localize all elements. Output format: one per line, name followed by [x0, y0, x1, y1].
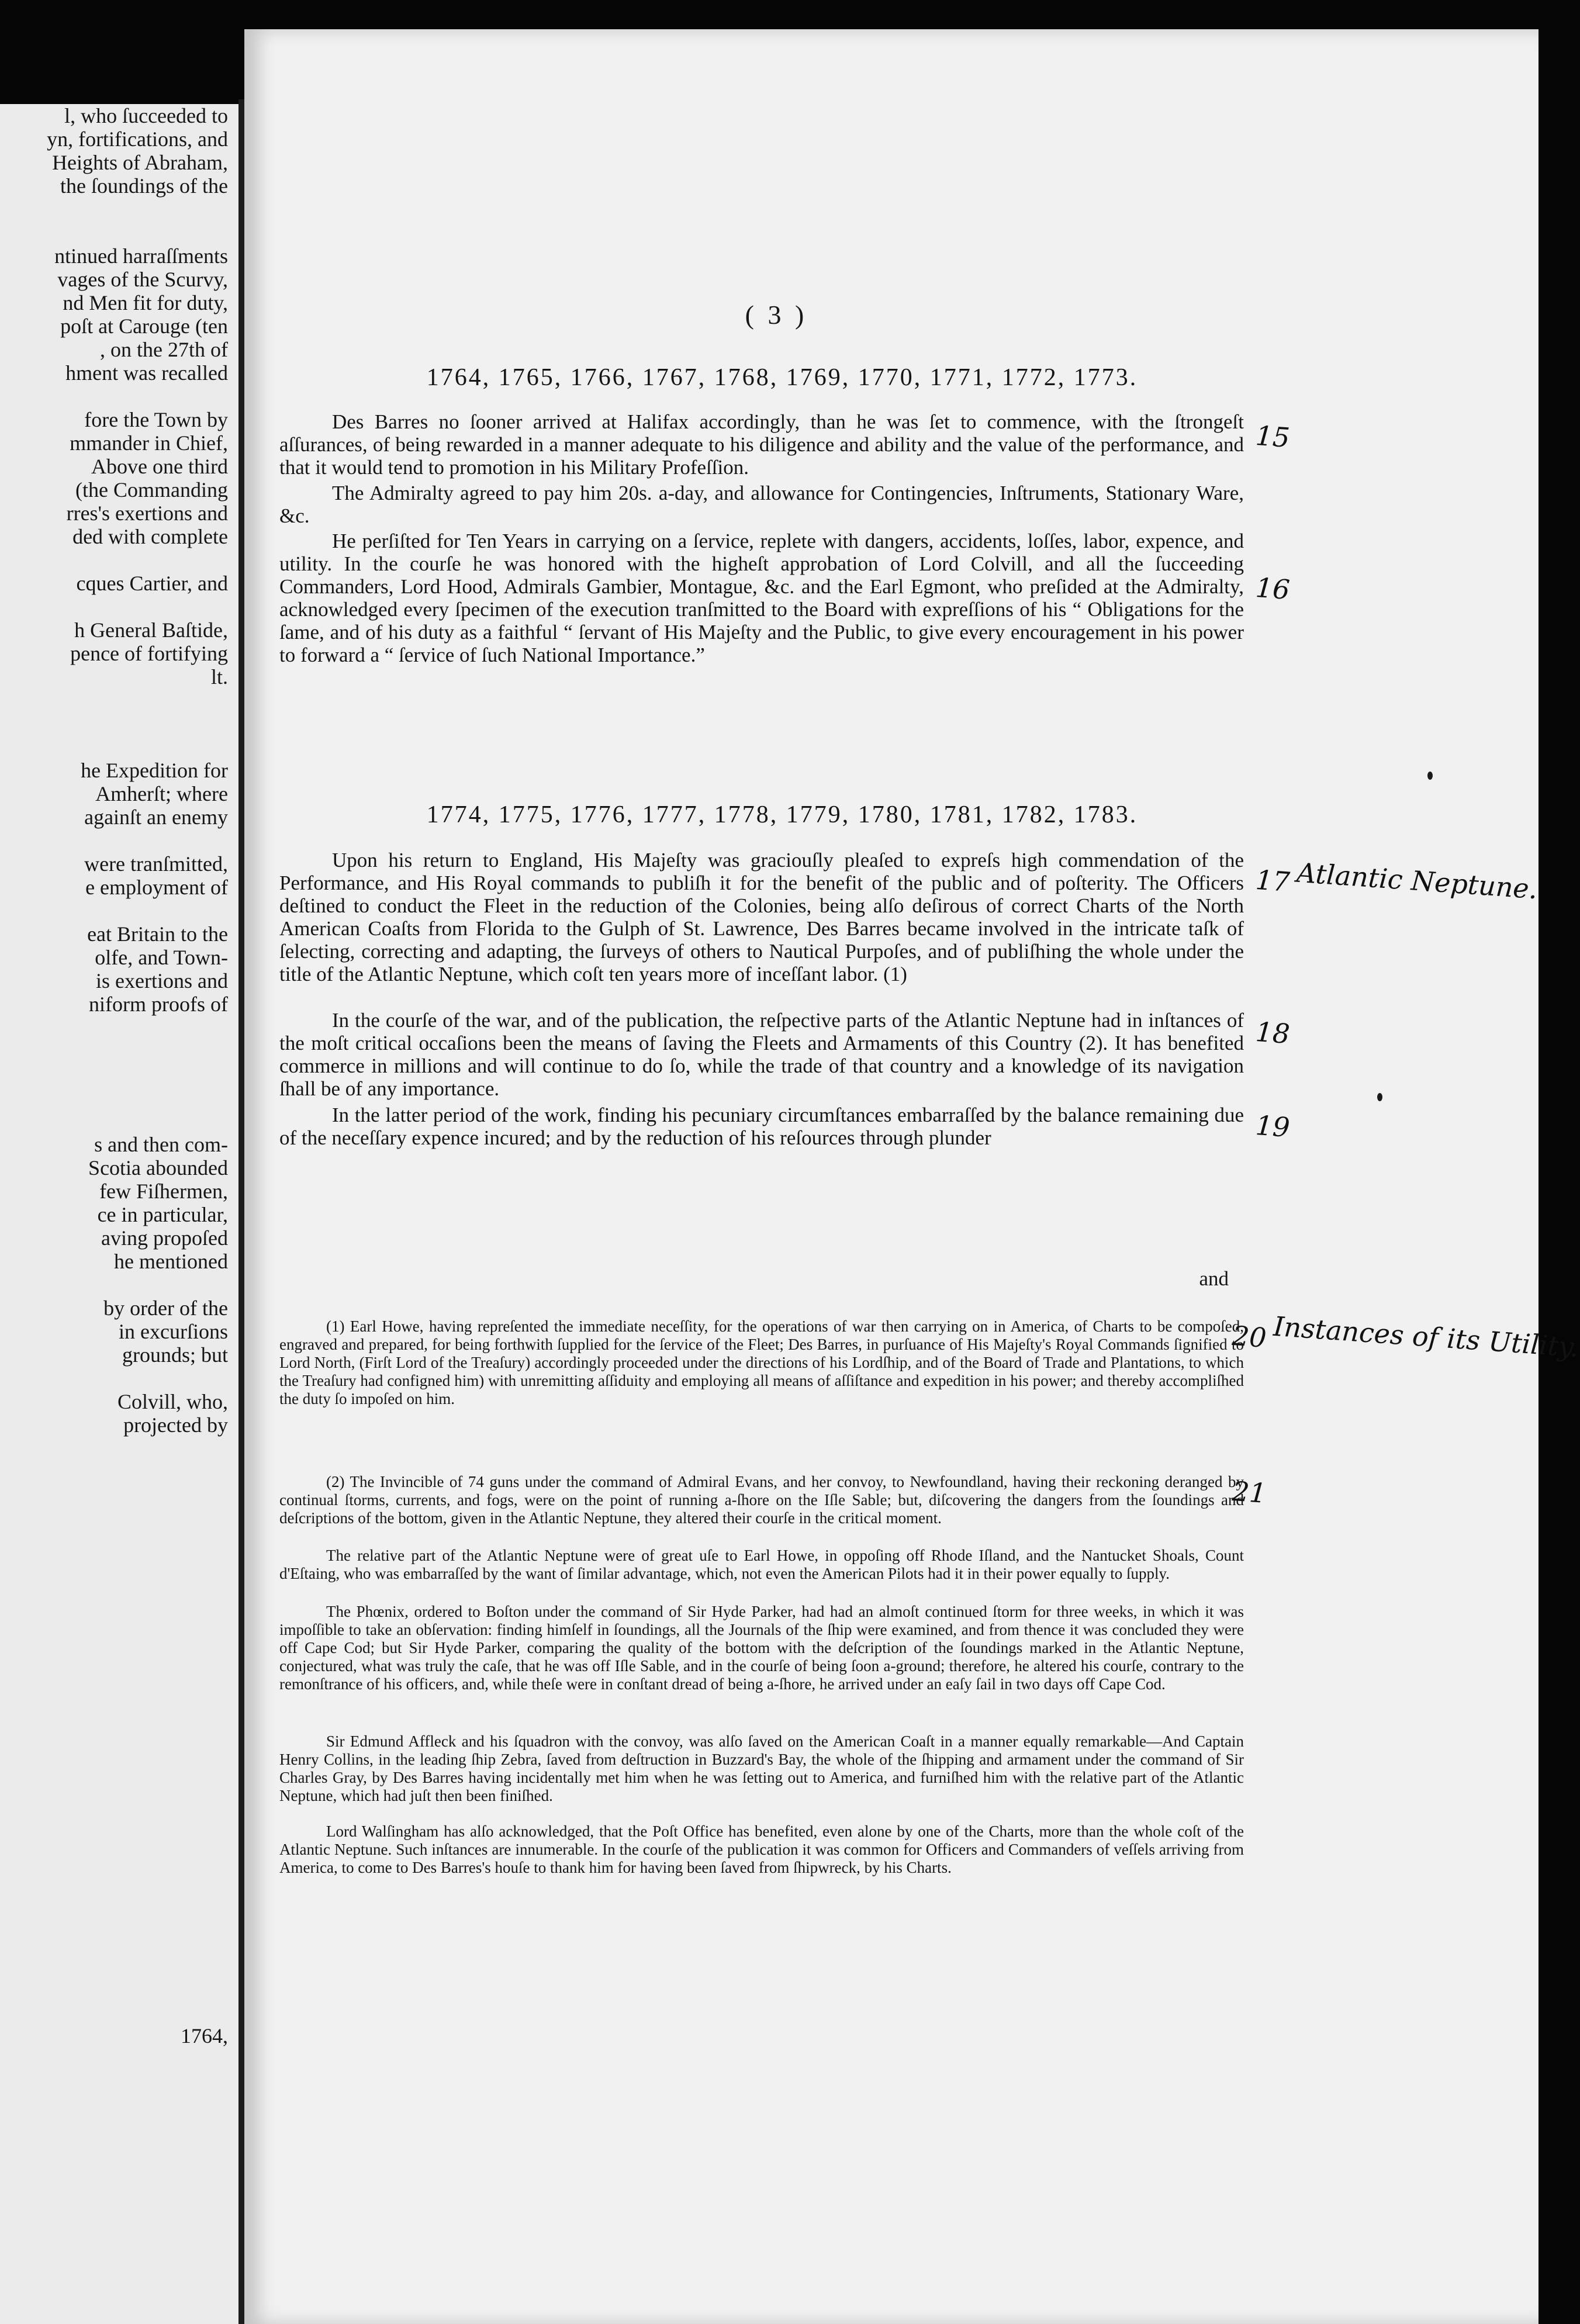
previous-page-catchword: 1764, [181, 2024, 228, 2048]
margin-note-instances-of-utility: Instances of its Utility. [1272, 1310, 1580, 1364]
previous-page-line: Heights of Abraham, [52, 151, 228, 174]
previous-page-line: is exertions and [96, 969, 228, 992]
previous-page-line: h General Baſtide, [74, 618, 228, 642]
previous-page-line [0, 712, 228, 735]
paragraph-ten-years: He perſiſted for Ten Years in carrying on a ſervice, replete with dangers, accidents, loſſes, labor, expence, and utility. In the courſe he was honored with the higheſt approbation of Lord Colvill, and all the ſucceeding Commanders, Lord Hood, Admirals Gambier, Montague, &c. and the Earl Egmont, who preſided at the Admiralty, acknowledged every ſpecimen of the execution tranſmitted to the Board with expreſſions of his “ Obligations for the ſame, and of his duty as a faithful “ ſervant of His Majeſty and the Public, to give every encouragement in his power to forward a “ ſervice of ſuch National Importance.” [279, 530, 1244, 666]
previous-page-line: Colvill, who, [117, 1390, 228, 1413]
previous-page-line: fore the Town by [84, 408, 228, 431]
margin-note-16: 16 [1254, 572, 1291, 606]
footnote-1: (1) Earl Howe, having repreſented the immediate neceſſity, for the operations of war then carrying on in America, of Charts to be compoſed, engraved and prepared, for being forthwith ſupplied for the ſervice of the Fleet; Des Barres, in purſuance of His Majeſty's Royal Commands ſignified to Lord North, (Firſt Lord of the Treaſury) accordingly proceeded under the directions of his Lordſhip, and of the Board of Trade and Plantations, to which the Treaſury had configned him) with unremitting aſſiduity and employing all means of aſſiſtance and expedition in his power; and thereby accompliſhed the duty ſo impoſed on him. [279, 1317, 1244, 1407]
previous-page-line [0, 1273, 228, 1296]
catchword: and [1199, 1267, 1229, 1290]
previous-page-line: cques Cartier, and [76, 572, 228, 595]
previous-page-line [0, 1016, 228, 1039]
ink-mark [1427, 772, 1433, 780]
previous-page-line: eat Britain to the [87, 922, 228, 946]
year-heading-1: 1764, 1765, 1766, 1767, 1768, 1769, 1770, 1771, 1772, 1773. [426, 364, 1138, 391]
previous-page-line: nd Men fit for duty, [63, 291, 228, 314]
previous-page-line: rres's exertions and [66, 502, 228, 525]
previous-page-line: niform proofs of [89, 992, 228, 1016]
previous-page-line [0, 735, 228, 759]
margin-note-19: 19 [1254, 1109, 1291, 1143]
previous-page-line: he mentioned [114, 1250, 228, 1273]
footnote-2-invincible: (2) The Invincible of 74 guns under the command of Admiral Evans, and her convoy, to Newfoundland, having their reckoning deranged by continual ſtorms, currents, and fogs, were on the point of running a-ſhore on the Iſle Sable; but, diſcovering the dangers from the ſoundings and deſcriptions of the bottom, given in the Atlantic Neptune, they altered their courſe in the critical moment. [279, 1473, 1244, 1527]
previous-page-line: the ſoundings of the [60, 174, 228, 198]
margin-note-17: 17 [1254, 864, 1291, 898]
previous-page-line [0, 1063, 228, 1086]
previous-page-line: projected by [123, 1413, 228, 1437]
margin-note-atlantic-neptune: Atlantic Neptune. [1295, 856, 1539, 905]
previous-page-line: againſt an enemy [84, 805, 228, 829]
paragraph-course-of-war: In the courſe of the war, and of the publication, the reſpective parts of the Atlantic Neptune had in inſtances of the moſt critical occaſions been the means of ſaving the Fleets and Armaments of this Country (2). It has benefited commerce in millions and will continue to do ſo, while the trade of that country and a knowledge of its navigation ſhall be of any importance. [279, 1009, 1244, 1100]
footnote-2-affleck: Sir Edmund Affleck and his ſquadron with the convoy, was alſo ſaved on the American Coaſt in a manner equally remarkable—And Captain Henry Collins, in the leading ſhip Zebra, ſaved from deſtruction in Buzzard's Bay, the whole of the ſhipping and armament under the command of Sir Charles Gray, by Des Barres having incidentally met him when he was ſetting out to America, and furniſhed him with the relative part of the Atlantic Neptune, which had juſt then been finiſhed. [279, 1732, 1244, 1804]
previous-page-line: aving propoſed [101, 1226, 228, 1250]
previous-page-line: (the Commanding [75, 478, 228, 502]
previous-page-line: l, who ſucceeded to [64, 104, 228, 127]
previous-page-line: Amherſt; where [95, 782, 228, 805]
current-page [244, 29, 1580, 2324]
previous-page-line: s and then com- [94, 1133, 228, 1156]
margin-note-18: 18 [1254, 1016, 1291, 1050]
paragraph-return-england: Upon his return to England, His Majeſty was graciouſly pleaſed to expreſs high commendation of the Performance, and His Royal commands to publiſh it for the benefit of the public and of poſterity. The Officers deſtined to conduct the Fleet in the reduction of the Colonies, being alſo deſirous of correct Charts of the North American Coaſts from Florida to the Gulph of St. Lawrence, Des Barres became involved in the intricate taſk of ſelecting, correcting and adapting, the ſurveys of others to Nautical Purpoſes, and of publiſhing the whole under the title of the Atlantic Neptune, which coſt ten years more of inceſſant labor. (1) [279, 849, 1244, 985]
footnote-2-earl-howe: The relative part of the Atlantic Neptune were of great uſe to Earl Howe, in oppoſing off Rhode Iſland, and the Nantucket Shoals, Count d'Eſtaing, who was embarraſſed by the want of ſimilar advantage, which, not even the American Pilots had it in their power equally to ſupply. [279, 1547, 1244, 1582]
previous-page-line: , on the 27th of [100, 338, 228, 361]
previous-page-line [0, 689, 228, 712]
previous-page-line [0, 1367, 228, 1390]
paragraph-latter-period: In the latter period of the work, finding his pecuniary circumſtances embarraſſed by the balance remaining due of the neceſſary expence incured; and by the reduction of his reſources through plunder [279, 1104, 1244, 1149]
previous-page-line [0, 221, 228, 244]
previous-page-line: ntinued harraſſments [54, 244, 228, 268]
margin-note-15: 15 [1254, 420, 1291, 454]
previous-page-line: olfe, and Town- [95, 946, 228, 969]
previous-page-line [0, 899, 228, 922]
year-heading-2: 1774, 1775, 1776, 1777, 1778, 1779, 1780, 1781, 1782, 1783. [426, 801, 1138, 828]
paragraph-arrival-halifax: Des Barres no ſooner arrived at Halifax accordingly, than he was ſet to commence, with the ſtrongeſt aſſurances, of being rewarded in a manner adequate to his diligence and ability and the value of the performance, and that it would tend to promotion in his Military Profeſſion. [279, 410, 1244, 479]
previous-page-line: he Expedition for [81, 759, 228, 782]
previous-page-line: lt. [210, 665, 228, 689]
previous-page-line [0, 198, 228, 221]
previous-page-line: Scotia abounded [88, 1156, 228, 1180]
previous-page-line [0, 548, 228, 572]
paragraph-admiralty-pay: The Admiralty agreed to pay him 20s. a-day, and allowance for Contingencies, Inſtruments, Stationary Ware, &c. [279, 482, 1244, 527]
previous-page-line: hment was recalled [65, 361, 228, 385]
margin-note-21: 21 [1231, 1475, 1268, 1509]
previous-page-line [0, 385, 228, 408]
previous-page-line: in excurſions [119, 1320, 228, 1343]
previous-page-line: pence of fortifying [70, 642, 228, 665]
previous-page-line: by order of the [103, 1296, 228, 1320]
previous-page-line: were tranſmitted, [84, 852, 228, 876]
previous-page-line: few Fiſhermen, [99, 1180, 228, 1203]
previous-page-line [0, 595, 228, 618]
previous-page [0, 104, 243, 2324]
previous-page-line: vages of the Scurvy, [57, 268, 228, 291]
previous-page-line: ce in particular, [97, 1203, 228, 1226]
previous-page-line: poſt at Carouge (ten [60, 314, 228, 338]
previous-page-line: mmander in Chief, [70, 431, 228, 455]
previous-page-line: ded with complete [72, 525, 228, 548]
previous-page-text [0, 104, 228, 1437]
ink-mark [1377, 1093, 1382, 1101]
previous-page-line [0, 1109, 228, 1133]
footnote-2-phoenix: The Phœnix, ordered to Boſton under the command of Sir Hyde Parker, had had an almoſt continued ſtorm for three weeks, in which it was impoſſible to take an obſervation: finding himſelf in ſoundings, all the Journals of the ſhip were examined, and from thence it was concluded they were off Cape Cod; but Sir Hyde Parker, comparing the quality of the bottom with the deſcription of the ſoundings marked in the Atlantic Neptune, conjectured, what was truly the caſe, that he was off Iſle Sable, and in the courſe of being ſoon a-ground; therefore, he altered his courſe, contrary to the remonſtrance of his officers, and, while theſe were in conſtant dread of being a-ſhore, he arrived under an eaſy ſail in two days off Cape Cod. [279, 1603, 1244, 1693]
previous-page-line: Above one third [91, 455, 228, 478]
margin-note-20: 20 [1231, 1320, 1268, 1354]
previous-page-line [0, 829, 228, 852]
previous-page-line [0, 1086, 228, 1109]
page-number: ( 3 ) [745, 300, 808, 330]
previous-page-line: yn, fortifications, and [47, 127, 228, 151]
previous-page-line: grounds; but [122, 1343, 228, 1367]
previous-page-line: e employment of [85, 876, 228, 899]
footnote-2-walsingham: Lord Walſingham has alſo acknowledged, that the Poſt Office has benefited, even alone by one of the Charts, more than the whole coſt of the Atlantic Neptune. Such inſtances are innumerable. In the courſe of the publication it was common for Officers and Commanders of veſſels arriving from America, to come to Des Barres's houſe to thank him for having been ſaved from ſhipwreck, by his Charts. [279, 1822, 1244, 1876]
previous-page-line [0, 1039, 228, 1063]
